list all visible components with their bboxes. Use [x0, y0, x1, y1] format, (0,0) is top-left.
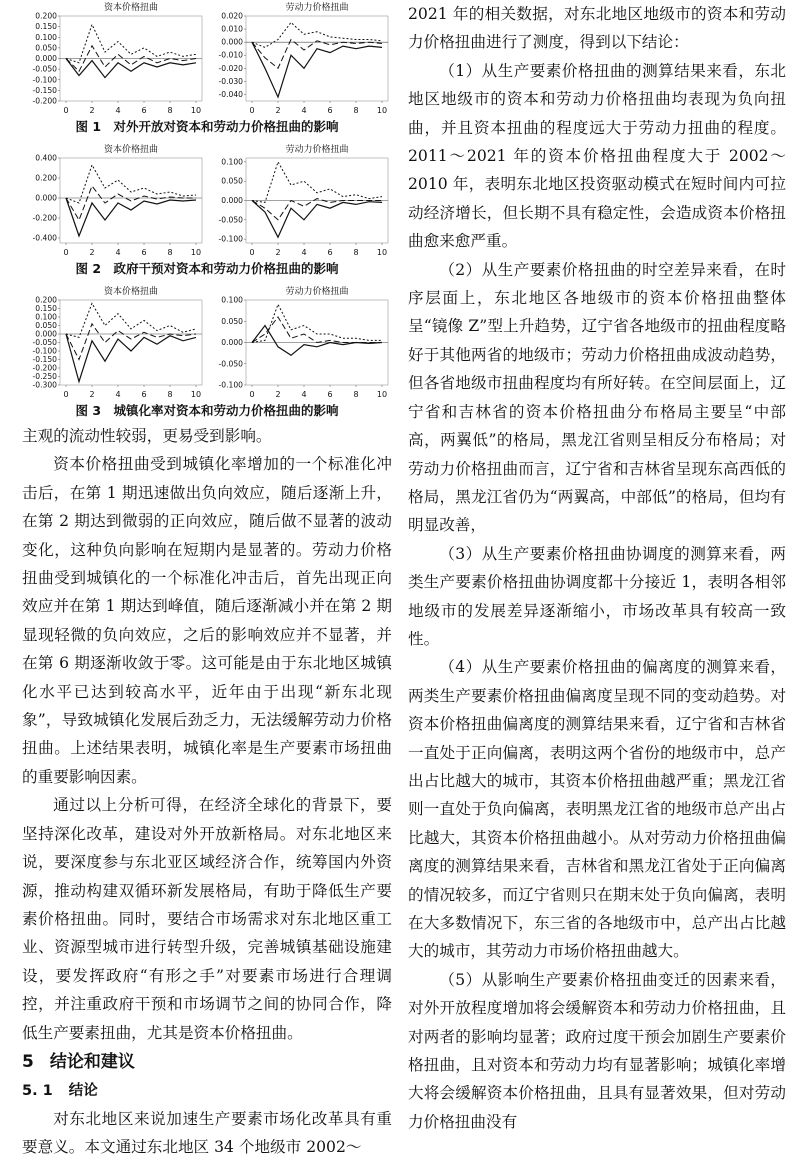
chart-svg — [208, 284, 393, 400]
figure-1 — [22, 0, 392, 138]
x-tick-label: 6 — [327, 106, 333, 115]
paragraph: 对东北地区来说加速生产要素市场化改革具有重要意义。本文通过东北地区 34 个地级市 2002～ — [22, 1109, 392, 1157]
y-tick-label: -0.100 — [32, 75, 57, 85]
y-tick-label: 0.000 — [221, 338, 243, 347]
chart-f2-capital — [22, 142, 207, 258]
y-tick-label: 0.050 — [35, 43, 57, 53]
y-tick-label: 0.050 — [35, 321, 57, 330]
y-tick-label: -0.200 — [32, 363, 57, 373]
figure-1-caption: 图 1 对外开放对资本和劳动力价格扭曲的影响 — [75, 119, 339, 134]
x-tick-label: 0 — [249, 390, 255, 399]
x-tick-label: 10 — [376, 248, 388, 257]
series-line-dot — [252, 23, 382, 48]
figure-2-caption: 图 2 政府干预对资本和劳动力价格扭曲的影响 — [75, 261, 339, 276]
x-tick-label: 2 — [89, 248, 95, 257]
x-tick-label: 4 — [115, 390, 121, 399]
series-line-dot — [66, 303, 196, 337]
y-tick-label: 0.100 — [221, 295, 243, 305]
figure-3-panels — [22, 284, 392, 400]
x-tick-label: 6 — [141, 106, 147, 115]
y-tick-label: -0.300 — [32, 380, 57, 390]
y-tick-label: -0.100 — [218, 380, 243, 390]
y-tick-label: -0.040 — [218, 89, 243, 99]
series-line-solid — [252, 201, 382, 238]
y-tick-label: 0.400 — [35, 153, 57, 163]
y-tick-label: 0.000 — [35, 329, 57, 339]
series-line-dot — [252, 162, 382, 203]
y-tick-label: -0.200 — [32, 213, 57, 223]
chart-title: 资本价格扭曲 — [103, 287, 159, 297]
figure-3 — [22, 284, 392, 422]
y-tick-label: -0.250 — [32, 372, 57, 381]
paragraph: 通过以上分析可得，在经济全球化的背景下，要坚持深化改革，建设对外开放新格局。对东北地区来说，要深度参与东北亚区域经济合作，统筹国内外资源，推动构建双循环新发展格局，有助于降低生产要素价格扭曲。同时，要结合市场需求对东北地区重工业、资源型城市进行转型升级，完善城镇基础设施建设，要发挥政府“有形之手”对要素市场进行合理调控，并注重政府干预和市场调节之间的协同合作，降低生产要素扭曲，尤其是资本价格扭曲。 — [22, 796, 392, 1042]
x-tick-label: 2 — [275, 390, 281, 399]
figure-2-panels — [22, 142, 392, 258]
y-tick-label: 0.050 — [221, 176, 243, 186]
figure-3-caption: 图 3 城镇化率对资本和劳动力价格扭曲的影响 — [75, 403, 339, 418]
x-tick-label: 4 — [301, 248, 307, 257]
section-heading — [22, 1047, 392, 1077]
y-tick-label: -0.030 — [218, 76, 243, 86]
x-tick-label: 6 — [327, 390, 333, 399]
chart-f3-labor — [208, 284, 393, 400]
series-line-solid — [66, 198, 196, 236]
paragraph: （5）从影响生产要素价格扭曲变迁的因素来看，对外开放程度增加将会缓解资本和劳动力价格扭曲，且对两者的影响均显著；政府过度干预会加剧生产要素价格扭曲，且对资本和劳动力均有显著影响；城镇化率增大将会缓解资本价格扭曲，且具有显著效果，但对劳动力价格扭曲没有 — [408, 970, 786, 1131]
x-tick-label: 0 — [63, 390, 69, 399]
y-tick-label: 0.020 — [221, 11, 243, 21]
x-tick-label: 8 — [167, 248, 173, 257]
x-tick-label: 2 — [89, 106, 95, 115]
chart-title: 劳动力价格扭曲 — [285, 3, 349, 13]
subsection-heading — [22, 1077, 392, 1105]
y-tick-label: 0.010 — [221, 24, 243, 34]
paragraph: （1）从生产要素价格扭曲的测算结果来看，东北地区地级市的资本和劳动力价格扭曲均表现为负向扭曲，并且资本扭曲的程度远大于劳动力扭曲的程度。2011～2021 年的资本价格扭曲程度大于 2002～2010 年，表明东北地区投资驱动模式在短时间内可拉动经济增长，但长期不具有稳定性，会造成资本价格扭曲愈来愈严重。 — [408, 61, 786, 251]
x-tick-label: 2 — [89, 390, 95, 399]
chart-title: 劳动力价格扭曲 — [285, 145, 349, 155]
x-tick-label: 4 — [115, 106, 121, 115]
x-tick-label: 10 — [190, 106, 202, 115]
x-tick-label: 2 — [275, 106, 281, 115]
y-tick-label: 0.000 — [221, 196, 243, 205]
paragraph: 资本价格扭曲受到城镇化率增加的一个标准化冲击后，在第 1 期迅速做出负向效应，随后逐渐上升，在第 2 期达到微弱的正向效应，随后做不显著的波动变化，这种负向影响在短期内是显著的。劳动力价格扭曲受到城镇化的一个标准化冲击后，首先出现正向效应并在第 1 期达到峰值，随后逐渐减小并在第 2 期显现轻微的负向效应，之后的影响效应并不显著，并在第 6 期逐渐收敛于零。这可能是由于东北地区城镇化水平已达到较高水平，近年由于出现“新东北现象”，导致城镇化发展后劲乏力，无法缓解劳动力价格扭曲。上述结果表明，城镇化率是生产要素市场扭曲的重要影响因素。 — [22, 455, 392, 786]
y-tick-label: -0.100 — [32, 346, 57, 356]
subsection-number: 5. 1 — [22, 1082, 53, 1099]
x-tick-label: 4 — [115, 248, 121, 257]
chart-svg — [208, 0, 393, 116]
y-tick-label: 0.000 — [35, 193, 57, 203]
y-tick-label: 0.150 — [35, 22, 57, 32]
x-tick-label: 10 — [190, 248, 202, 257]
x-tick-label: 0 — [63, 248, 69, 257]
left-column — [22, 0, 392, 1162]
x-tick-label: 8 — [167, 106, 173, 115]
chart-title: 劳动力价格扭曲 — [285, 287, 349, 297]
paragraph: （4）从生产要素价格扭曲的偏离度的测算来看，两类生产要素价格扭曲偏离度呈现不同的变动趋势。对资本价格扭曲偏离度的测算结果来看，辽宁省和吉林省一直处于正向偏离，表明这两个省份的地级市中，总产出占比越大的城市，其资本价格扭曲越严重；黑龙江省则一直处于负向偏离，表明黑龙江省的地级市总产出占比越大，其资本价格扭曲越小。从对劳动力价格扭曲偏离度的测算结果来看，吉林省和黑龙江省处于正向偏离的情况较多，而辽宁省则只在期末处于负向偏离，表明在大多数情况下，东三省的各地级市中，总产出占比越大的城市，其劳动力市场价格扭曲越大。 — [408, 658, 786, 961]
y-tick-label: -0.050 — [218, 359, 243, 369]
figure-1-panels — [22, 0, 392, 116]
x-tick-label: 0 — [249, 248, 255, 257]
x-tick-label: 0 — [249, 106, 255, 115]
y-tick-label: -0.050 — [32, 64, 57, 74]
y-tick-label: 0.100 — [35, 32, 57, 42]
series-line-dash — [66, 186, 196, 220]
series-line-dash — [252, 317, 382, 343]
y-tick-label: -0.400 — [32, 233, 57, 243]
y-tick-label: 0.100 — [35, 312, 57, 322]
y-tick-label: 0.050 — [221, 316, 243, 326]
x-tick-label: 6 — [327, 248, 333, 257]
figure-2 — [22, 142, 392, 280]
paragraph: 2021 年的相关数据，对东北地区地级市的资本和劳动力价格扭曲进行了测度，得到以下结论： — [408, 5, 786, 52]
x-tick-label: 10 — [376, 106, 388, 115]
chart-f3-capital — [22, 284, 207, 400]
section-number: 5 — [22, 1051, 34, 1072]
y-tick-label: -0.100 — [218, 234, 243, 244]
y-tick-label: -0.010 — [218, 50, 243, 60]
y-tick-label: -0.050 — [218, 215, 243, 225]
series-line-dash — [252, 199, 382, 220]
x-tick-label: 4 — [301, 390, 307, 399]
y-tick-label: 0.200 — [35, 295, 57, 305]
x-tick-label: 0 — [63, 106, 69, 115]
series-line-solid — [252, 326, 382, 356]
y-tick-label: 0.100 — [221, 157, 243, 167]
plot-frame — [60, 300, 202, 385]
chart-f1-capital — [22, 0, 207, 116]
chart-f2-labor — [208, 142, 393, 258]
chart-svg — [22, 284, 207, 400]
y-tick-label: -0.150 — [32, 85, 57, 95]
series-line-dot — [66, 25, 196, 63]
paragraph: 主观的流动性较弱，更易受到影响。 — [22, 427, 272, 445]
x-tick-label: 8 — [353, 248, 359, 257]
x-tick-label: 8 — [167, 390, 173, 399]
y-tick-label: 0.200 — [35, 173, 57, 183]
plot-frame — [246, 16, 388, 101]
chart-svg — [22, 142, 207, 258]
series-line-dot — [66, 165, 196, 203]
x-tick-label: 8 — [353, 106, 359, 115]
y-tick-label: 0.200 — [35, 11, 57, 21]
chart-svg — [208, 142, 393, 258]
y-tick-label: -0.200 — [32, 96, 57, 106]
x-tick-label: 6 — [141, 248, 147, 257]
y-tick-label: -0.020 — [218, 63, 243, 73]
x-tick-label: 8 — [353, 390, 359, 399]
x-tick-label: 4 — [301, 106, 307, 115]
y-tick-label: 0.000 — [35, 54, 57, 63]
chart-f1-labor — [208, 0, 393, 116]
y-tick-label: -0.150 — [32, 355, 57, 364]
x-tick-label: 6 — [141, 390, 147, 399]
y-tick-label: -0.050 — [32, 338, 57, 347]
paragraph: （3）从生产要素价格扭曲协调度的测算来看，两类生产要素价格扭曲协调度都十分接近 1，表明各相邻地级市的发展差异逐渐缩小，市场改革具有较高一致性。 — [408, 544, 786, 648]
right-column — [408, 0, 786, 1136]
chart-svg — [22, 0, 207, 116]
x-tick-label: 10 — [376, 390, 388, 399]
y-tick-label: 0.150 — [35, 304, 57, 313]
section-title: 结论和建议 — [49, 1051, 135, 1072]
series-line-solid — [66, 59, 196, 78]
chart-title: 资本价格扭曲 — [103, 3, 159, 13]
y-tick-label: 0.000 — [221, 37, 243, 47]
paragraph: （2）从生产要素价格扭曲的时空差异来看，在时序层面上，东北地区各地级市的资本价格扭曲整体呈“镜像 Z”型上升趋势，辽宁省各地级市的扭曲程度略好于其他两省的地级市；劳动力价格扭曲成波动趋势，但各省地级市扭曲程度均有所好转。在空间层面上，辽宁省和吉林省的资本价格扭曲分布格局主要呈“中部高，两翼低”的格局，黑龙江省则呈相反分布格局；对劳动力价格扭曲而言，辽宁省和吉林省呈现东高西低的格局，黑龙江省仍为“两翼高，中部低”的格局，但均有明显改善， — [408, 260, 786, 535]
subsection-title: 结论 — [68, 1082, 98, 1099]
series-line-solid — [252, 42, 382, 97]
x-tick-label: 10 — [190, 390, 202, 399]
x-tick-label: 2 — [275, 248, 281, 257]
chart-title: 资本价格扭曲 — [103, 145, 159, 155]
